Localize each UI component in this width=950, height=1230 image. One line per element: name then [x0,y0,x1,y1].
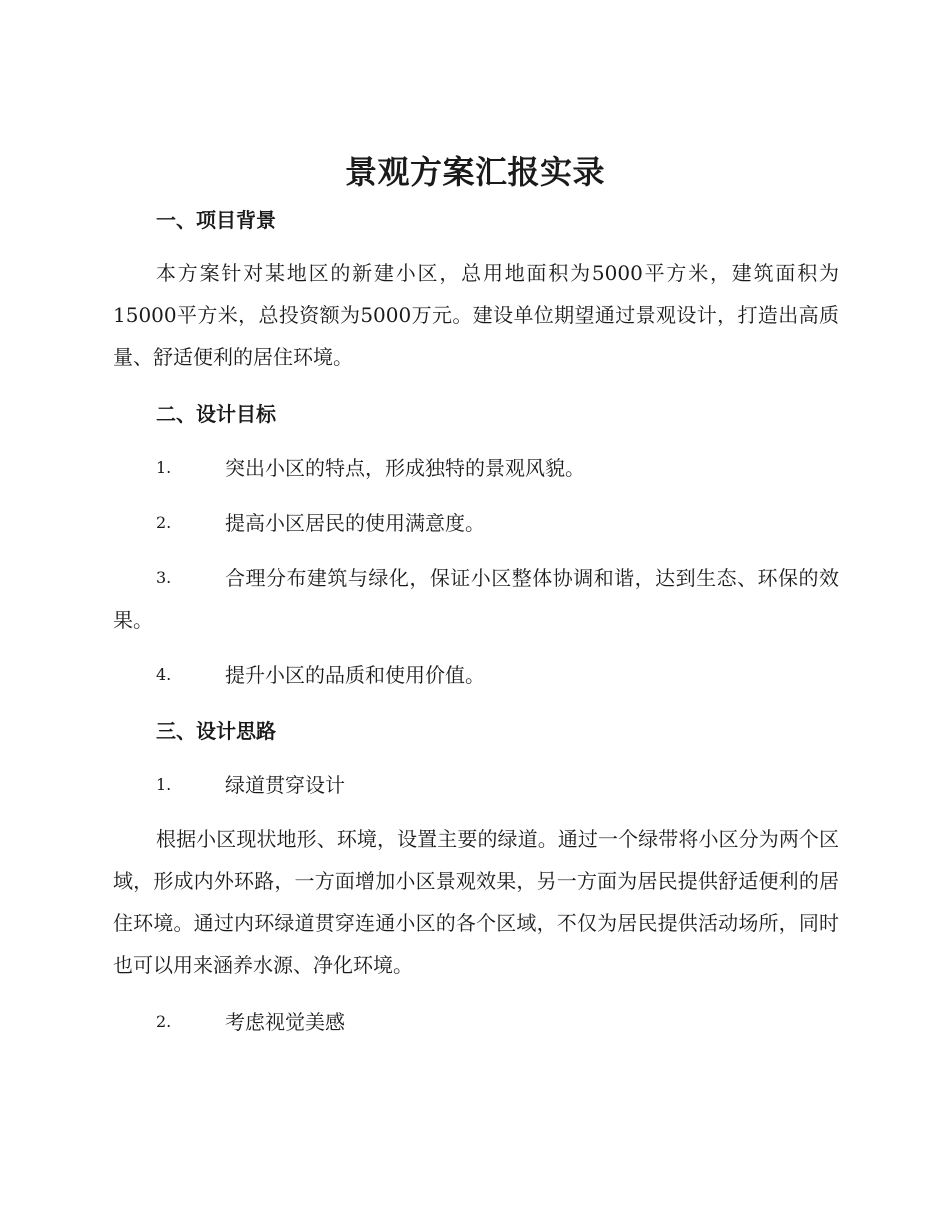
document-title: 景观方案汇报实录 [344,153,605,191]
list-item-text: 绿道贯穿设计 [225,773,345,797]
list-item [113,502,839,544]
list-item [113,764,839,806]
section-heading-goals: 二、设计目标 [156,402,276,426]
list-item-number: 1. [156,775,172,794]
list-item-text: 提升小区的品质和使用价值。 [225,663,485,687]
list-item-number: 2. [156,1012,172,1031]
greenway-paragraph: 根据小区现状地形、环境，设置主要的绿道。通过一个绿带将小区分为两个区域，形成内外环路，一方面增加小区景观效果，另一方面为居民提供舒适便利的居住环境。通过内环绿道贯穿连通小区的各个区域，不仅为居民提供活动场所，同时也可以用来涵养水源、净化环境。 [113,827,839,977]
list-item [113,1001,839,1043]
list-item [113,447,839,489]
list-item-text: 突出小区的特点，形成独特的景观风貌。 [225,456,585,480]
list-item-number: 2. [156,513,172,532]
list-item-text: 合理分布建筑与绿化，保证小区整体协调和谐，达到生态、环保的效果。 [113,566,839,632]
background-paragraph: 本方案针对某地区的新建小区，总用地面积为5000平方米，建筑面积为15000平方米，总投资额为5000万元。建设单位期望通过景观设计，打造出高质量、舒适便利的居住环境。 [113,261,839,369]
section-heading-background: 一、项目背景 [156,208,276,232]
section-heading-approach: 三、设计思路 [156,719,276,743]
list-item-number: 3. [156,568,172,587]
list-item-number: 4. [156,665,172,684]
list-item-text: 考虑视觉美感 [225,1010,345,1034]
list-item [113,654,839,696]
list-item [113,557,839,641]
list-item-number: 1. [156,458,172,477]
list-item-text: 提高小区居民的使用满意度。 [225,511,485,535]
